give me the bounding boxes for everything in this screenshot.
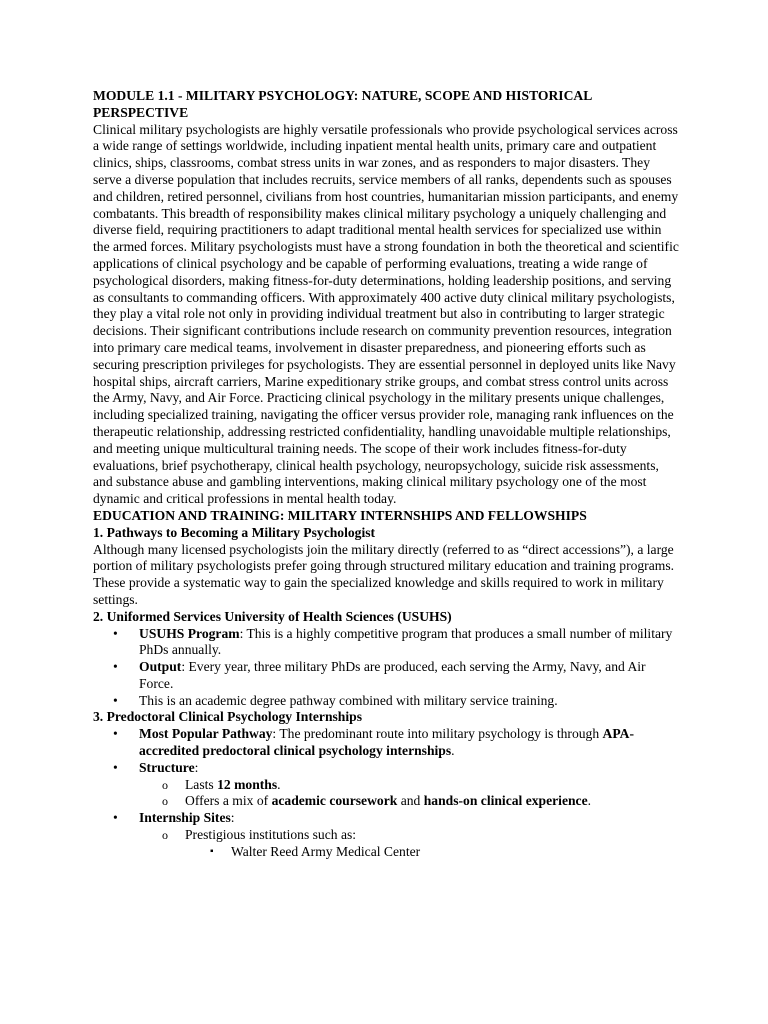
usuhs-output-label: Output <box>139 659 182 675</box>
document-page <box>93 88 679 861</box>
usuhs-program-label: USUHS Program <box>139 625 240 641</box>
structure-lasts-item <box>139 777 679 794</box>
sites-intro: Prestigious institutions such as: <box>185 827 357 843</box>
sites-colon: : <box>230 810 235 826</box>
usuhs-output-text: : Every year, three military PhDs are produced, each serving the Army, Navy, and Air Force. <box>139 659 646 691</box>
most-popular-end: . <box>451 743 455 759</box>
lasts-pre: Lasts <box>185 776 218 792</box>
most-popular-label: Most Popular Pathway <box>139 726 273 742</box>
structure-mix-item <box>139 793 679 810</box>
usuhs-program-text: : This is a highly competitive program that produces a small number of military PhDs annually. <box>139 625 673 658</box>
mix-bold-1: academic coursework <box>271 793 398 809</box>
section-title: EDUCATION AND TRAINING: MILITARY INTERNSHIPS AND FELLOWSHIPS <box>93 507 587 523</box>
sites-sublist <box>139 827 679 861</box>
mix-post: . <box>587 793 592 809</box>
sites-institution-item <box>185 844 679 861</box>
sites-intro-item <box>139 827 679 861</box>
mix-mid: and <box>397 793 424 809</box>
usuhs-pathway-text: This is an academic degree pathway combined with military service training. <box>139 692 558 708</box>
mix-bold-2: hands-on clinical experience <box>423 793 588 809</box>
structure-item <box>93 760 679 810</box>
most-popular-bold: APA-accredited predoctoral clinical psychology internships <box>139 726 634 759</box>
structure-colon: : <box>194 759 199 775</box>
usuhs-output-item <box>93 659 679 693</box>
sites-item <box>93 810 679 860</box>
intro-paragraph: Clinical military psychologists are highly versatile professionals who provide psychological services across a wide range of settings worldwide, including inpatient mental health units, primary care and outpatient clinics, ships, classrooms, combat stress units in war zones, and as responders to major disasters. They serve a diverse population that includes recruits, service members of all ranks, dependents such as spouses and children, retired personnel, civilians from host countries, humanitarian mission participants, and enemy combatants. This breadth of responsibility makes clinical military psychology a uniquely challenging and diverse field, requiring practitioners to adapt traditional mental health services for specialized use within the armed forces. Military psychologists must have a strong foundation in both the theoretical and scientific applications of clinical psychology and be capable of performing evaluations, treating a wide range of psychological disorders, making fitness-for-duty determinations, holding leadership positions, and serving as consultants to commanding officers. With approximately 400 active duty clinical military psychologists, they play a vital role not only in providing individual treatment but also in contributing to larger strategic decisions. Their significant contributions include research on community prevention resources, integration into primary care medical teams, involvement in disaster preparedness, and pioneering efforts such as securing prescription privileges for psychologists. They are essential personnel in deployed units like Navy hospital ships, aircraft carriers, Marine expeditionary strike groups, and combat stress control units across the Army, Navy, and Air Force. Practicing clinical psychology in the military presents unique challenges, including specialized training, navigating the officer versus provider role, managing rank influences on the therapeutic relationship, addressing restricted confidentiality, handling unavoidable multiple relationships, and meeting unique multicultural training needs. The scope of their work includes fitness-for-duty evaluations, brief psychotherapy, clinical health psychology, neuropsychology, suicide risk assessments, and substance abuse and gambling interventions, making clinical military psychology one of the most dynamic and critical professions in mental health today. <box>93 121 679 507</box>
structure-label: Structure <box>139 759 195 775</box>
sites-label: Internship Sites <box>139 810 231 826</box>
usuhs-program-item <box>93 626 679 660</box>
structure-sublist <box>139 777 679 811</box>
most-popular-item <box>93 726 679 760</box>
lasts-bold: 12 months <box>217 776 278 792</box>
pathways-heading: 1. Pathways to Becoming a Military Psychologist <box>93 524 376 540</box>
module-title: MODULE 1.1 - MILITARY PSYCHOLOGY: NATURE, SCOPE AND HISTORICAL PERSPECTIVE <box>93 88 592 120</box>
usuhs-heading: 2. Uniformed Services University of Health Sciences (USUHS) <box>93 608 452 624</box>
sites-institution-list <box>185 844 679 861</box>
usuhs-list <box>93 626 679 710</box>
most-popular-text: : The predominant route into military psychology is through <box>272 726 603 742</box>
internships-heading: 3. Predoctoral Clinical Psychology Internships <box>93 709 362 725</box>
internships-list <box>93 726 679 860</box>
usuhs-pathway-item <box>93 693 679 710</box>
lasts-post: . <box>277 776 281 792</box>
sites-institution-name: Walter Reed Army Medical Center <box>231 843 421 859</box>
pathways-paragraph: Although many licensed psychologists join the military directly (referred to as “direct accessions”), a large portion of military psychologists prefer going through structured military education and training programs. These provide a systematic way to gain the specialized knowledge and skills required to work in military settings. <box>93 541 675 607</box>
mix-pre: Offers a mix of <box>185 793 272 809</box>
